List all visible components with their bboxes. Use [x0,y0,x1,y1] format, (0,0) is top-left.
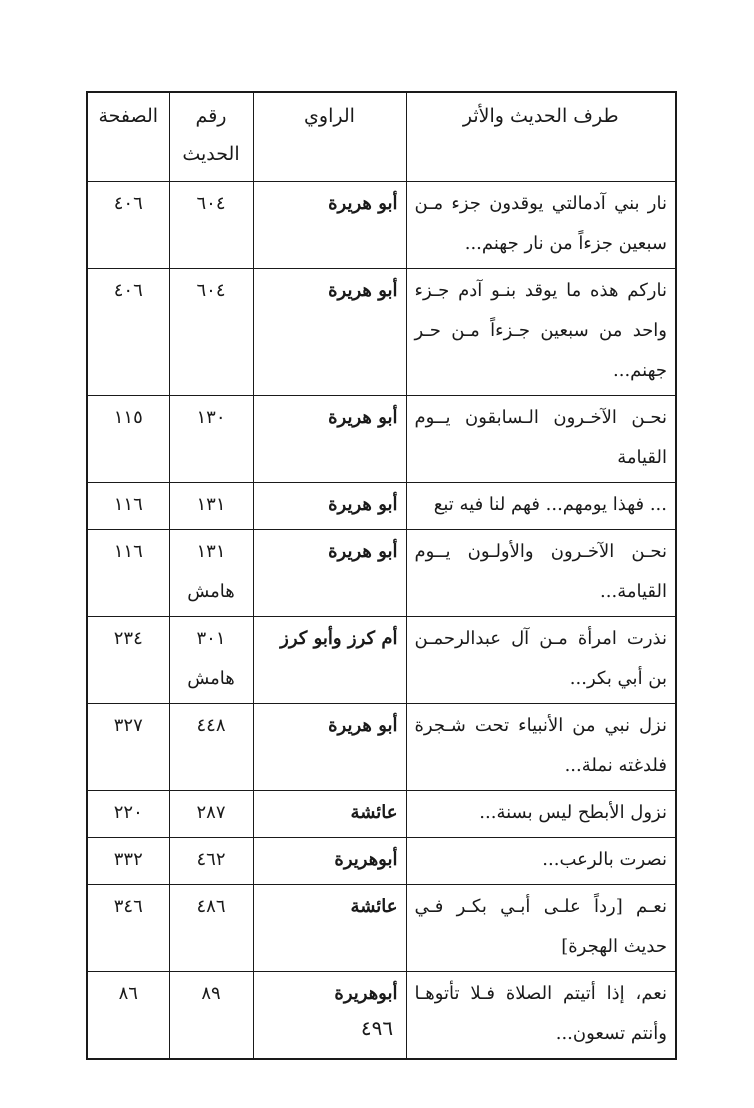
hadith-number: ٢٨٧ [196,802,226,823]
narrator-cell: أبوهريرة [253,838,406,885]
hadith-text-cell: نزل نبي من الأنبياء تحت شـجرة فلدغته نملة... [406,704,676,791]
hadith-text-cell: نذرت امرأة مـن آل عبدالرحمـن بن أبي بكر... [406,617,676,704]
hadith-number-cell [169,182,253,269]
hadith-number-cell [169,617,253,704]
narrator-cell: أبو هريرة [253,396,406,483]
hadith-number: ١٣١ [196,494,226,515]
narrator-cell: أبوهريرة [253,972,406,1060]
hadith-number-cell [169,791,253,838]
page-cell: ٤٠٦ [87,269,169,396]
hadith-text-cell: ناركم هذه ما يوقد بنـو آدم جـزء واحد من سبعين جـزءاً مـن حـر جهنم... [406,269,676,396]
page-cell: ٣٢٧ [87,704,169,791]
table-row [87,530,676,617]
hadith-number-cell [169,530,253,617]
table-row [87,269,676,396]
narrator-cell: أبو هريرة [253,530,406,617]
page-cell: ٢٢٠ [87,791,169,838]
page-cell: ٣٤٦ [87,885,169,972]
hadith-text-cell: نعم، إذا أتيتم الصلاة فـلا تأتوهـا وأنتم تسعون... [406,972,676,1060]
page-cell: ٨٦ [87,972,169,1060]
hadith-number-cell [169,704,253,791]
hadith-text-cell: نحـن الآخـرون والأولـون يــوم القيامة... [406,530,676,617]
table-row [87,483,676,530]
hadith-number-cell [169,885,253,972]
narrator-cell: أبو هريرة [253,182,406,269]
index-page [86,91,675,1060]
page-cell: ١١٦ [87,483,169,530]
page-cell: ١١٦ [87,530,169,617]
hadith-number-cell [169,483,253,530]
hadith-number: ١٣١ [196,541,226,562]
footnote-marker: هامش [187,581,235,602]
hadith-number: ١٣٠ [196,407,226,428]
hadith-index-table [86,91,677,1060]
hadith-number: ٤٤٨ [196,715,226,736]
hadith-number: ٤٦٢ [196,849,226,870]
hadith-number: ٦٠٤ [196,193,226,214]
narrator-cell: عائشة [253,885,406,972]
table-row [87,791,676,838]
hadith-number: ٣٠١ [196,628,226,649]
hadith-text-cell: نار بني آدمالتي يوقدون جزء مـن سبعين جزءاً من نار جهنم... [406,182,676,269]
header-narrator: الراوي [253,92,406,182]
page-cell: ٤٠٦ [87,182,169,269]
narrator-cell: أبو هريرة [253,704,406,791]
hadith-text-cell: نحـن الآخـرون الـسابقون يــوم القيامة [406,396,676,483]
hadith-text-cell: نزول الأبطح ليس بسنة... [406,791,676,838]
narrator-cell: أبو هريرة [253,483,406,530]
table-header [87,92,676,182]
table-row [87,182,676,269]
hadith-number-cell [169,838,253,885]
table-row [87,617,676,704]
hadith-number-cell [169,269,253,396]
header-page: الصفحة [87,92,169,182]
footnote-marker: هامش [187,668,235,689]
narrator-cell: أم كرز وأبو كرز [253,617,406,704]
hadith-text-cell: ... فهذا يومهم... فهم لنا فيه تبع [406,483,676,530]
narrator-cell: عائشة [253,791,406,838]
header-hadith-number: رقم الحديث [169,92,253,182]
hadith-number: ٤٨٦ [196,896,226,917]
table-row [87,838,676,885]
header-hadith-text: طرف الحديث والأثر [406,92,676,182]
narrator-cell: أبو هريرة [253,269,406,396]
page-cell: ٢٣٤ [87,617,169,704]
table-row [87,396,676,483]
page-number: ٤٩٦ [360,1016,394,1040]
hadith-number-cell [169,396,253,483]
hadith-number: ٨٩ [201,983,221,1004]
table-body [87,182,676,1060]
hadith-number: ٦٠٤ [196,280,226,301]
table-row [87,704,676,791]
hadith-text-cell: نعـم [رداً علـى أبـي بكـر فـي حديث الهجرة] [406,885,676,972]
page-cell: ١١٥ [87,396,169,483]
page-cell: ٣٣٢ [87,838,169,885]
hadith-text-cell: نصرت بالرعب... [406,838,676,885]
header-row [87,92,676,182]
table-row [87,885,676,972]
